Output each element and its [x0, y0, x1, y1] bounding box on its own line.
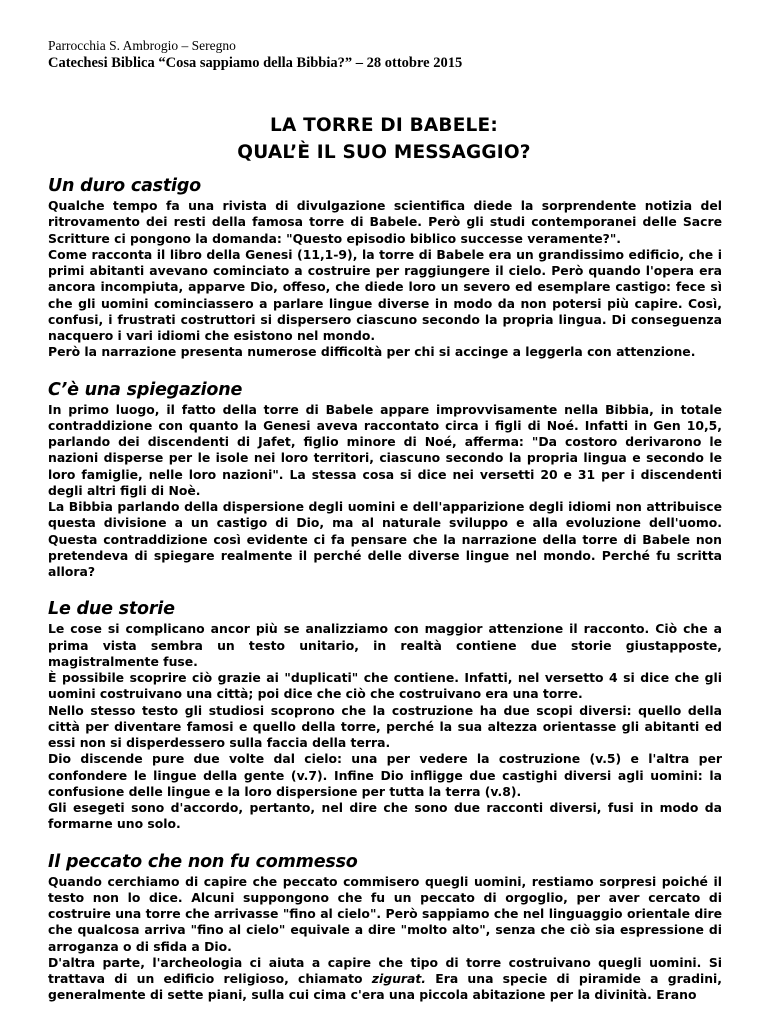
section-heading: Le due storie [48, 599, 175, 620]
document-title [0, 112, 768, 166]
paragraph: Però la narrazione presenta numerose difficoltà per chi si accinge a leggerla con attenzione. [48, 344, 696, 360]
section-heading: Un duro castigo [48, 176, 202, 196]
paragraph: Gli esegeti sono d'accordo, pertanto, nel dire che sono due racconti diversi, fusi in modo da formarne uno solo. [48, 800, 722, 832]
document-body [48, 176, 722, 1023]
section-heading: C’è una spiegazione [48, 379, 243, 400]
paragraph: Le cose si complicano ancor più se analizziamo con maggior attenzione il racconto. Ciò che a prima vista sembra un testo unitario, in realtà contiene due storie giustapposte, magistralmente fuse. [48, 621, 722, 669]
paragraph: Come racconta il libro della Genesi (11,1-9), la torre di Babele era un grandissimo edificio, che i primi abitanti avevano cominciato a costruire per raggiungere il cielo. Però quando l'opera era ancora incompiuta, apparve Dio, offeso, che diede loro un severo ed esemplare castigo: fece sì che gli uomini cominciassero a parlare lingue diverse in modo da non potersi più capire. Così, confusi, i frustrati costruttori si dispersero ciascuno secondo la propria lingua. Di conseguenza nacquero i vari idiomi che esistono nel mondo. [48, 246, 722, 343]
paragraph: In primo luogo, il fatto della torre di Babele appare improvvisamente nella Bibbia, in totale contraddizione con quanto la Genesi aveva raccontato circa i figli di Noé. Infatti in Gen 10,5, parlando dei discendenti di Jafet, figlio minore di Noé, afferma: "Da costoro derivarono le nazioni disperse per le isole nei loro territori, ciascuno secondo la propria lingua e secondo le loro famiglie, nelle loro nazioni". La stessa cosa si dice nei versetti 20 e 31 per i discendenti degli altri figli di Noè. [48, 401, 722, 498]
section-heading: Il peccato che non fu commesso [48, 851, 358, 872]
paragraph: È possibile scoprire ciò grazie ai "duplicati" che contiene. Infatti, nel versetto 4 si dice che gli uomini costruivano una città; poi dice che ciò che costruivano era una torre. [48, 670, 722, 702]
section-c-e-una-spiegazione [48, 380, 722, 581]
event-title: Catechesi Biblica “Cosa sappiamo della Bibbia?” – 28 ottobre 2015 [48, 55, 463, 71]
paragraph-last [48, 955, 722, 1004]
paragraph: La Bibbia parlando della dispersione degli uomini e dell'apparizione degli idiomi non attribuisce questa divisione a un castigo di Dio, ma al naturale sviluppo e alla evoluzione dell'uomo. Questa contraddizione così evidente ci fa pensare che la narrazione della torre di Babele non pretendeva di spiegare realmente il perché delle diverse lingue nel mondo. Perché fu scritta allora? [48, 499, 722, 579]
paragraph: Qualche tempo fa una rivista di divulgazione scientifica diede la sorprendente notizia del ritrovamento dei resti della famosa torre di Babele. Però gli studi contemporanei delle Sacre Scritture ci pongono la domanda: "Questo episodio biblico successe veramente?". [48, 198, 722, 246]
title-line-2: QUAL’È IL SUO MESSAGGIO? [237, 142, 531, 163]
title-line-1: LA TORRE DI BABELE: [270, 115, 498, 136]
paragraph: Nello stesso testo gli studiosi scoprono che la costruzione ha due scopi diversi: quello della città per diventare famosi e quello della torre, perché la sua altezza orientasse gli abitanti ed essi non si disperdessero sulla faccia della terra. [48, 702, 722, 750]
page-header [48, 38, 728, 72]
parish-name: Parrocchia S. Ambrogio – Seregno [48, 38, 236, 53]
emphasized-term: zigurat. [371, 971, 427, 986]
paragraph: Dio discende pure due volte dal cielo: una per vedere la costruzione (v.5) e l'altra per confondere le lingue della gente (v.7). Infine Dio infligge due castighi diversi agli uomini: la confusione delle lingue e la loro dispersione per tutta la terra (v.8). [48, 751, 722, 799]
section-un-duro-castigo [48, 176, 722, 361]
paragraph-text: D'altra parte, l'archeologia ci aiuta a capire che tipo di torre costruivano quegli uomini. Si trattava di un edificio religioso, chiamato [48, 954, 722, 986]
paragraph: Quando cerchiamo di capire che peccato commisero quegli uomini, restiamo sorpresi poiché il testo non lo dice. Alcuni suppongono che fu un peccato di orgoglio, per aver cercato di costruire una torre che arrivasse "fino al cielo". Però sappiamo che nel linguaggio orientale dire che qualcosa arriva "fino al cielo" equivale a dire "molto alto", senza che ciò sia espressione di arroganza o di sfida a Dio. [48, 873, 722, 954]
paragraph-text: Era una specie di piramide a gradini, generalmente di sette piani, sulla cui cima c'era una piccola abitazione per la divinità. Erano [48, 971, 722, 1003]
section-il-peccato-che-non-fu-commesso [48, 852, 722, 1004]
section-le-due-storie [48, 599, 722, 832]
